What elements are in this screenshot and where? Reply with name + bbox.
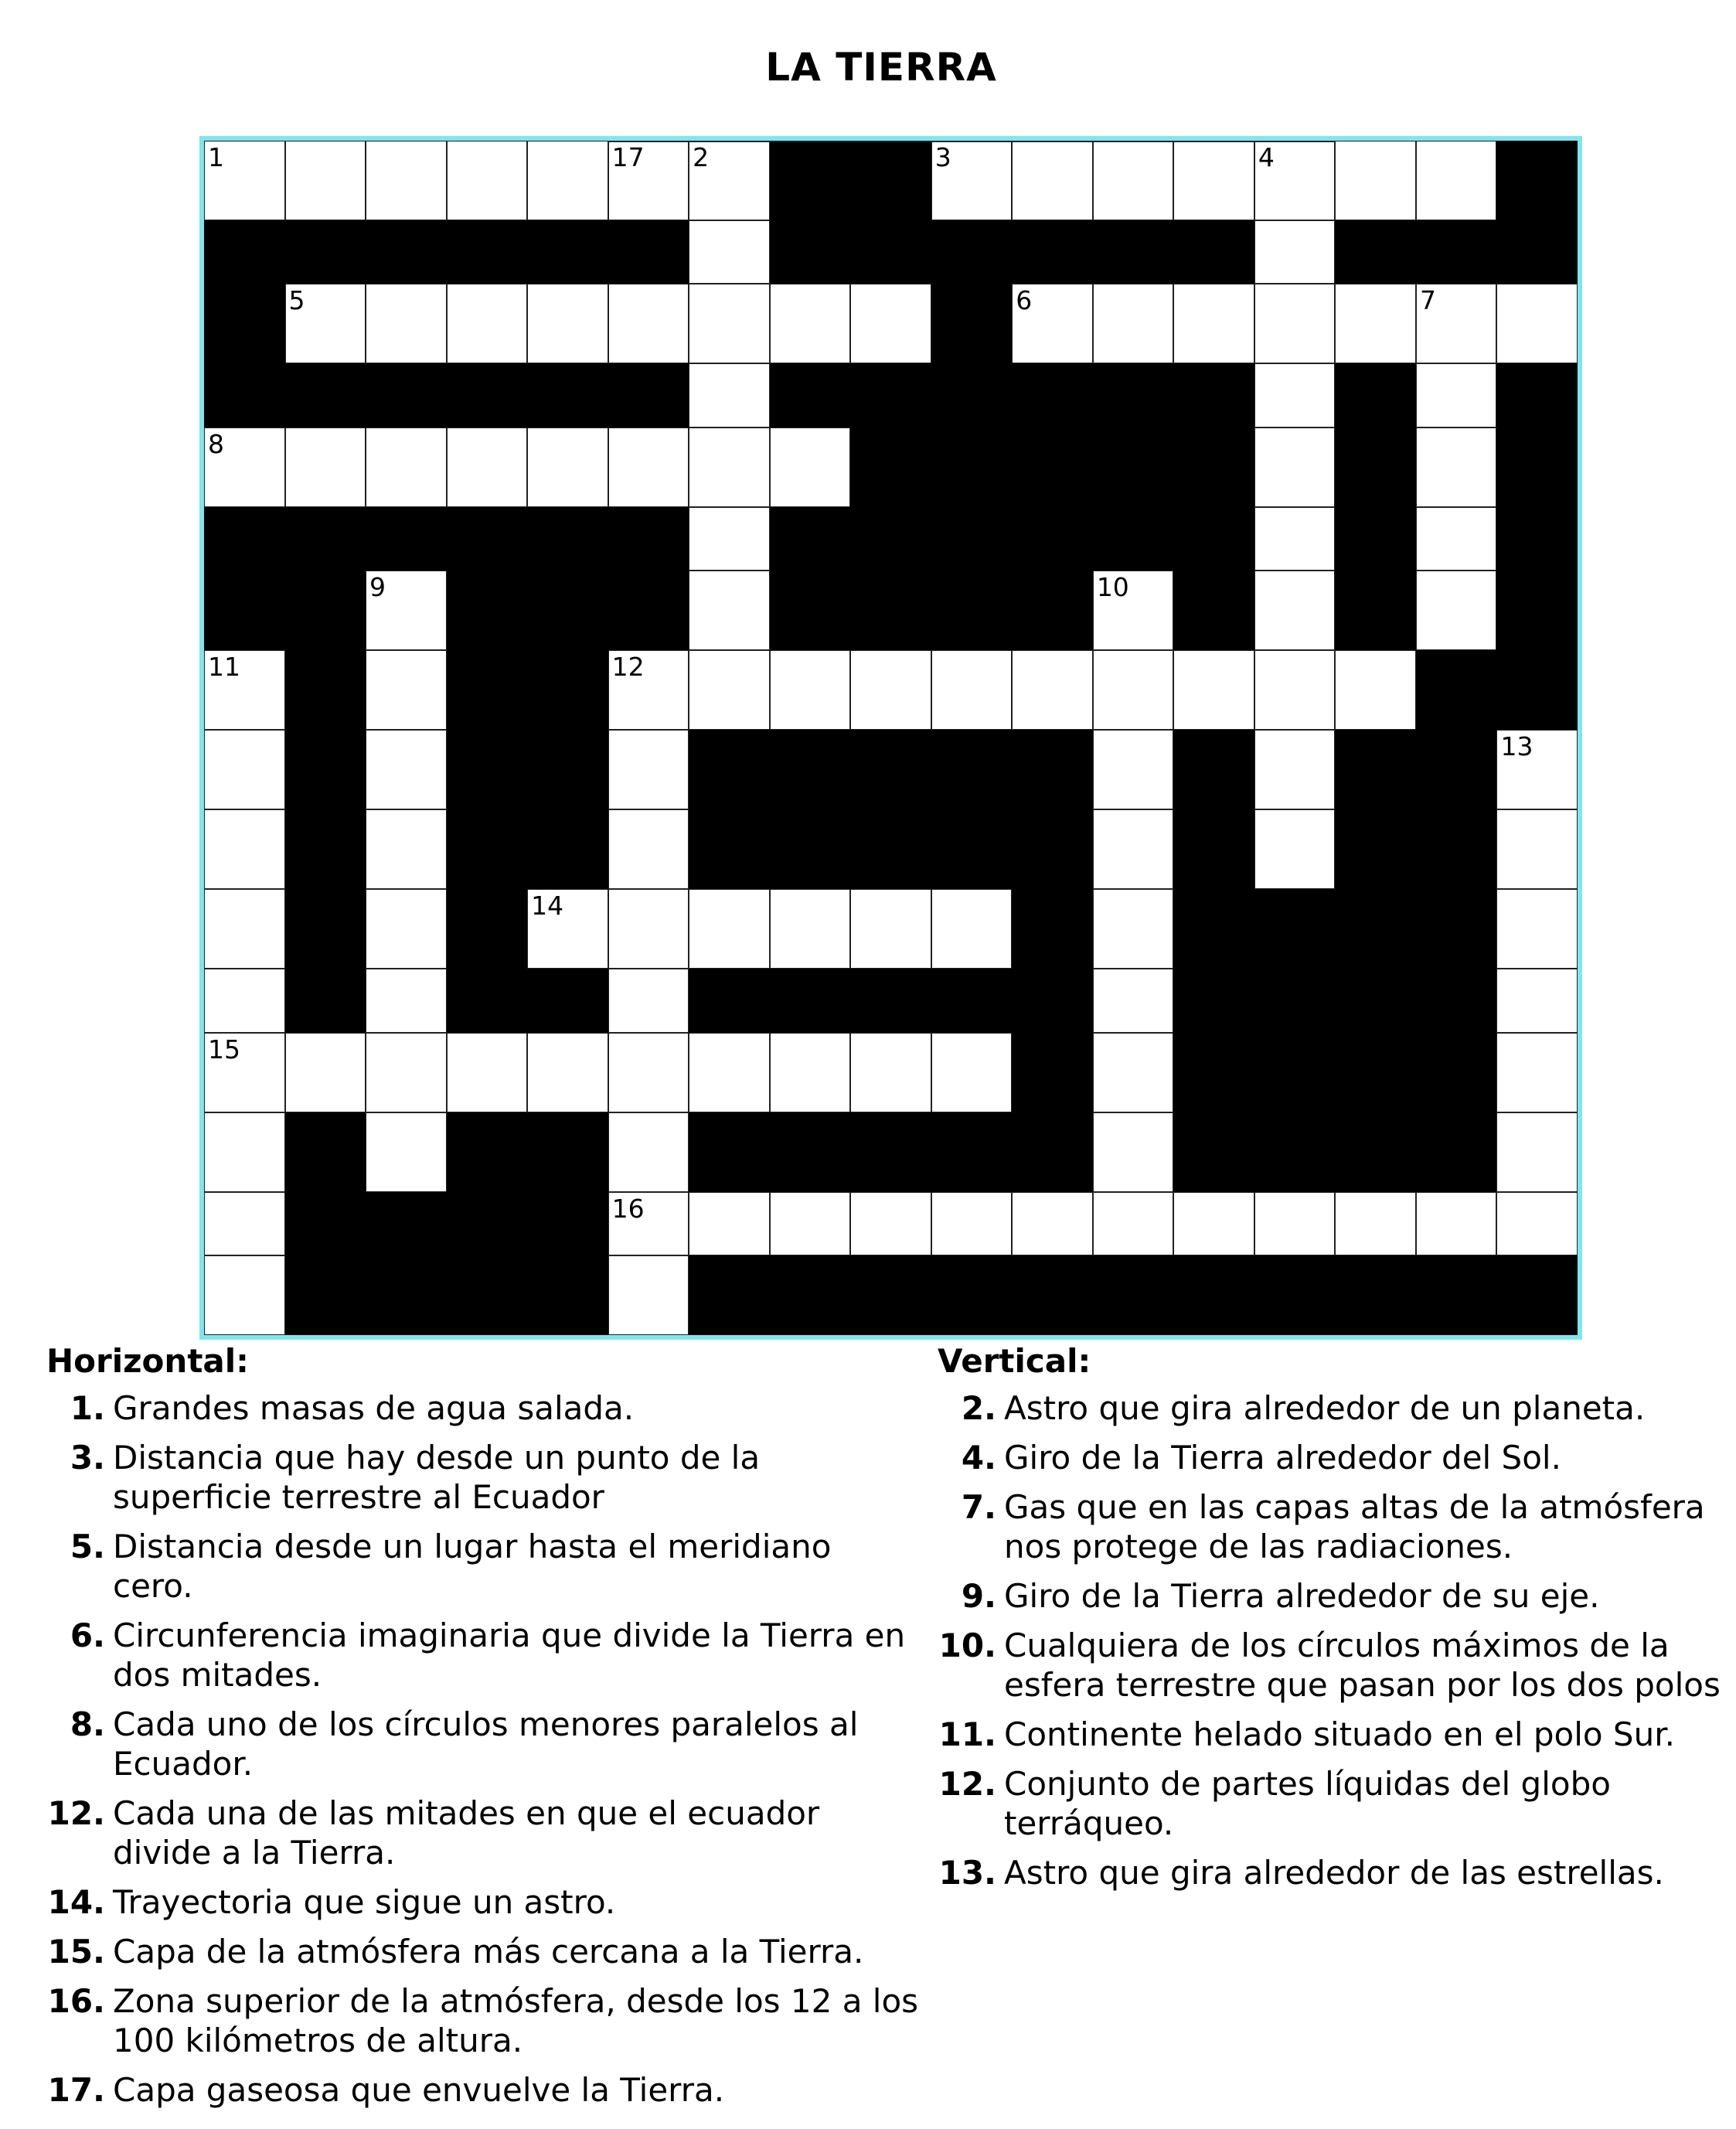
crossword-cell[interactable] <box>1093 969 1174 1032</box>
crossword-cell[interactable] <box>1496 1033 1578 1112</box>
clue-item-number: 7. <box>961 1488 996 1526</box>
crossword-cell[interactable] <box>204 1255 285 1335</box>
crossword-cell[interactable] <box>366 1033 447 1112</box>
crossword-cell[interactable] <box>1496 969 1578 1032</box>
crossword-cell[interactable] <box>527 284 608 363</box>
crossword-cell[interactable] <box>1173 141 1254 220</box>
crossword-cell[interactable] <box>689 889 770 969</box>
crossword-cell[interactable] <box>1416 141 1497 220</box>
clue-number: 4 <box>1258 142 1275 172</box>
crossword-cell[interactable] <box>1093 141 1174 220</box>
crossword-cell[interactable] <box>1093 650 1174 730</box>
clue-number: 16 <box>611 1193 645 1224</box>
crossword-cell[interactable] <box>689 571 770 650</box>
vertical-clues <box>938 1341 1736 1902</box>
clue-item-number: 12. <box>938 1765 996 1803</box>
crossword-cell[interactable] <box>1254 1192 1336 1255</box>
clue-item-text: Circunferencia imaginaria que divide la Tierra en dos mitades. <box>113 1616 906 1694</box>
crossword-cell[interactable] <box>1416 363 1497 427</box>
crossword-cell[interactable] <box>1012 650 1093 730</box>
clue-number: 2 <box>693 142 710 172</box>
crossword-cell[interactable] <box>366 141 447 220</box>
crossword-cell[interactable] <box>447 284 528 363</box>
crossword-cell[interactable] <box>608 889 689 969</box>
clue-item <box>938 1388 1736 1428</box>
crossword-cell[interactable] <box>689 1033 770 1112</box>
crossword-cell[interactable] <box>770 1192 851 1255</box>
crossword-cell[interactable] <box>1093 889 1174 969</box>
crossword-cell[interactable] <box>608 428 689 507</box>
clue-item-text: Continente helado situado en el polo Sur. <box>1004 1715 1675 1753</box>
clue-item <box>938 1438 1736 1477</box>
crossword-cell[interactable] <box>689 1192 770 1255</box>
crossword-cell[interactable] <box>1416 284 1497 363</box>
clue-item-text: Conjunto de partes líquidas del globo terráqueo. <box>1004 1765 1611 1842</box>
clue-item-number: 16. <box>47 1982 105 2020</box>
crossword-cell[interactable] <box>1416 507 1497 571</box>
clue-item <box>938 1626 1736 1705</box>
crossword-cell[interactable] <box>204 730 285 809</box>
crossword-cell[interactable] <box>1173 141 1254 142</box>
crossword-cell[interactable] <box>1254 650 1336 730</box>
crossword-cell[interactable] <box>689 363 770 427</box>
clue-number: 11 <box>208 652 240 683</box>
crossword-cell[interactable] <box>366 889 447 969</box>
clue-item <box>46 1705 920 1783</box>
crossword-cell[interactable] <box>366 730 447 809</box>
clue-item <box>938 1715 1736 1754</box>
clue-item-number: 10. <box>938 1627 996 1664</box>
crossword-cell[interactable] <box>447 141 528 220</box>
crossword-cell[interactable] <box>285 1033 366 1112</box>
crossword-cell[interactable] <box>608 1192 689 1255</box>
crossword-cell[interactable] <box>1335 1192 1416 1255</box>
crossword-cell[interactable] <box>1254 730 1336 809</box>
clue-item <box>46 1616 920 1695</box>
horizontal-clue-list <box>46 1388 920 2110</box>
clue-number: 1 <box>208 142 224 172</box>
clue-number: 13 <box>1500 731 1533 762</box>
crossword-cell[interactable] <box>931 141 1013 220</box>
clue-item <box>46 1981 920 2060</box>
crossword-cell[interactable] <box>1254 363 1336 427</box>
crossword-cell[interactable] <box>608 650 689 730</box>
crossword-cell[interactable] <box>1012 1192 1093 1255</box>
crossword-cell[interactable] <box>1254 284 1336 363</box>
clue-number: 5 <box>288 285 305 316</box>
crossword-cell[interactable] <box>770 284 851 363</box>
clue-item <box>938 1576 1736 1616</box>
crossword-cell[interactable] <box>204 141 285 220</box>
clue-item-number: 4. <box>961 1439 996 1477</box>
clue-item-text: Zona superior de la atmósfera, desde los 12 a los 100 kilómetros de altura. <box>113 1982 919 2059</box>
clue-item <box>46 1527 920 1606</box>
crossword-cell[interactable] <box>204 1033 285 1112</box>
clue-item-text: Distancia que hay desde un punto de la superficie terrestre al Ecuador <box>113 1439 761 1516</box>
clue-item-number: 9. <box>961 1577 996 1615</box>
crossword-cell[interactable] <box>1012 141 1093 220</box>
clue-item-number: 2. <box>961 1389 996 1427</box>
crossword-cell[interactable] <box>1093 1033 1174 1112</box>
crossword-cell[interactable] <box>1012 284 1093 363</box>
crossword-grid <box>199 136 1582 1340</box>
clue-item <box>46 1438 920 1517</box>
crossword-cell[interactable] <box>204 428 285 507</box>
clue-number: 6 <box>1016 285 1033 316</box>
crossword-cell[interactable] <box>285 141 366 220</box>
clue-item-number: 3. <box>70 1439 105 1477</box>
clue-item-text: Astro que gira alrededor de un planeta. <box>1004 1389 1646 1427</box>
clue-number: 17 <box>611 142 645 172</box>
crossword-cell[interactable] <box>1254 571 1336 650</box>
crossword-cell[interactable] <box>1496 1192 1578 1255</box>
crossword-cell[interactable] <box>931 889 1013 969</box>
clue-number: 15 <box>208 1034 240 1064</box>
crossword-cell[interactable] <box>1173 284 1254 363</box>
crossword-cell[interactable] <box>608 141 689 172</box>
clue-item <box>46 1932 920 1971</box>
crossword-cell[interactable] <box>527 141 608 220</box>
crossword-cell[interactable] <box>608 1033 689 1112</box>
crossword-cell[interactable] <box>527 428 608 507</box>
clue-item-text: Cualquiera de los círculos máximos de la esfera terrestre que pasan por los dos polos <box>1004 1627 1721 1704</box>
crossword-cell[interactable] <box>1335 284 1416 363</box>
clue-item-text: Gas que en las capas altas de la atmósfera nos protege de las radiaciones. <box>1004 1488 1705 1565</box>
crossword-cell[interactable] <box>850 284 931 363</box>
crossword-cell[interactable] <box>689 428 770 507</box>
clue-number: 14 <box>531 891 564 921</box>
clue-item-number: 13. <box>938 1854 996 1892</box>
vertical-clue-list <box>938 1388 1736 1892</box>
clue-number: 7 <box>1419 285 1436 316</box>
clue-item-number: 15. <box>47 1933 105 1971</box>
crossword-cell[interactable] <box>689 650 770 730</box>
clue-item <box>46 1882 920 1922</box>
crossword-cell[interactable] <box>608 1112 689 1192</box>
clue-item-number: 1. <box>70 1389 105 1427</box>
crossword-cell[interactable] <box>204 809 285 889</box>
crossword-cell[interactable] <box>1254 220 1336 284</box>
crossword-cell[interactable] <box>447 428 528 507</box>
crossword-cell[interactable] <box>366 969 447 1032</box>
crossword-cell[interactable] <box>850 141 931 142</box>
crossword-cell[interactable] <box>366 809 447 889</box>
vertical-heading: Vertical: <box>938 1342 1091 1380</box>
crossword-cell[interactable] <box>1254 141 1336 142</box>
crossword-cell[interactable] <box>527 889 608 969</box>
clue-item-text: Capa de la atmósfera más cercana a la Tierra. <box>113 1933 864 1971</box>
crossword-cell[interactable] <box>527 1033 608 1112</box>
clue-item-number: 11. <box>938 1715 996 1753</box>
crossword-cell[interactable] <box>931 650 1013 730</box>
crossword-cell[interactable] <box>1093 571 1174 650</box>
crossword-cell[interactable] <box>770 141 851 142</box>
crossword-cell[interactable] <box>850 1192 931 1255</box>
crossword-cell[interactable] <box>608 969 689 1032</box>
crossword-cell[interactable] <box>770 889 851 969</box>
crossword-cell[interactable] <box>1496 889 1578 969</box>
crossword-cell[interactable] <box>447 1033 528 1112</box>
horizontal-heading: Horizontal: <box>46 1342 249 1380</box>
crossword-cell[interactable] <box>204 1112 285 1192</box>
crossword-cell[interactable] <box>689 507 770 571</box>
crossword-cell[interactable] <box>1496 809 1578 889</box>
crossword-cell[interactable] <box>608 730 689 809</box>
clue-item-text: Astro que gira alrededor de las estrellas. <box>1004 1854 1664 1892</box>
clue-item <box>938 1764 1736 1843</box>
crossword-cell[interactable] <box>931 1192 1013 1255</box>
clue-item <box>46 1793 920 1872</box>
crossword-cell[interactable] <box>1416 428 1497 507</box>
clue-item <box>938 1487 1736 1566</box>
crossword-cell[interactable] <box>931 141 1013 142</box>
clue-item-text: Cada una de las mitades en que el ecuador divide a la Tierra. <box>113 1794 820 1872</box>
clue-item-number: 8. <box>70 1705 105 1743</box>
crossword-cell[interactable] <box>850 889 931 969</box>
clue-item <box>46 1388 920 1428</box>
crossword-cell[interactable] <box>608 1255 689 1335</box>
page-title: LA TIERRA <box>765 45 997 90</box>
clue-item-text: Trayectoria que sigue un astro. <box>113 1883 616 1921</box>
crossword-cell[interactable] <box>689 284 770 363</box>
clue-item-text: Giro de la Tierra alrededor de su eje. <box>1004 1577 1600 1615</box>
clue-item-number: 14. <box>47 1883 105 1921</box>
crossword-cell[interactable] <box>1335 650 1416 730</box>
crossword-cell[interactable] <box>285 428 366 507</box>
clue-number: 10 <box>1096 572 1129 603</box>
crossword-cell[interactable] <box>850 650 931 730</box>
crossword-cell[interactable] <box>366 428 447 507</box>
crossword-cell[interactable] <box>1496 1112 1578 1192</box>
crossword-cell[interactable] <box>1416 1192 1497 1255</box>
crossword-cell[interactable] <box>770 428 851 507</box>
clue-item <box>46 2070 920 2110</box>
crossword-cell[interactable] <box>1093 809 1174 889</box>
clue-item-number: 6. <box>70 1616 105 1654</box>
crossword-cell[interactable] <box>366 571 447 650</box>
crossword-cell[interactable] <box>1496 284 1578 363</box>
crossword-cell[interactable] <box>1012 141 1093 142</box>
crossword-cell[interactable] <box>366 650 447 730</box>
crossword-cell[interactable] <box>770 650 851 730</box>
crossword-cell[interactable] <box>1254 507 1336 571</box>
crossword-cell[interactable] <box>1335 141 1416 220</box>
clue-item-number: 5. <box>70 1528 105 1565</box>
crossword-cell[interactable] <box>1173 1192 1254 1255</box>
crossword-cell[interactable] <box>1093 141 1174 142</box>
crossword-cell[interactable] <box>204 650 285 730</box>
clue-item-number: 17. <box>47 2071 105 2109</box>
clue-item-text: Capa gaseosa que envuelve la Tierra. <box>113 2071 725 2109</box>
crossword-cell[interactable] <box>689 141 770 142</box>
crossword-cell[interactable] <box>1093 1112 1174 1192</box>
crossword-cell[interactable] <box>204 969 285 1032</box>
crossword-cell[interactable] <box>1254 809 1336 889</box>
crossword-cell[interactable] <box>366 1112 447 1192</box>
crossword-cell[interactable] <box>1254 428 1336 507</box>
clue-item-text: Distancia desde un lugar hasta el meridiano cero. <box>113 1528 832 1605</box>
crossword-cell[interactable] <box>931 1033 1013 1112</box>
clue-item-number: 12. <box>47 1794 105 1832</box>
crossword-cell[interactable] <box>689 220 770 284</box>
crossword-cell[interactable] <box>689 141 770 220</box>
crossword-cell[interactable] <box>1093 1192 1174 1255</box>
crossword-cell[interactable] <box>285 284 366 363</box>
crossword-cell[interactable] <box>770 1033 851 1112</box>
clue-item-text: Cada uno de los círculos menores paralelos al Ecuador. <box>113 1705 859 1783</box>
clue-number: 8 <box>208 428 224 459</box>
crossword-cell[interactable] <box>608 809 689 889</box>
crossword-cell[interactable] <box>1173 650 1254 730</box>
clue-number: 12 <box>611 652 645 683</box>
crossword-cell[interactable] <box>1093 730 1174 809</box>
crossword-cell[interactable] <box>1093 284 1174 363</box>
clue-number: 3 <box>934 142 951 172</box>
clue-item <box>938 1853 1736 1892</box>
crossword-cell[interactable] <box>1496 730 1578 809</box>
clue-item-text: Giro de la Tierra alrededor del Sol. <box>1004 1439 1561 1477</box>
horizontal-clues <box>46 1341 920 2120</box>
crossword-cell[interactable] <box>204 1192 285 1255</box>
crossword-cell[interactable] <box>608 284 689 363</box>
crossword-cell[interactable] <box>850 1033 931 1112</box>
crossword-cell[interactable] <box>366 284 447 363</box>
crossword-cell[interactable] <box>1416 571 1497 650</box>
crossword-cell[interactable] <box>204 889 285 969</box>
clue-item-text: Grandes masas de agua salada. <box>113 1389 635 1427</box>
crossword-cell[interactable] <box>1254 141 1336 220</box>
clue-number: 9 <box>369 572 386 603</box>
